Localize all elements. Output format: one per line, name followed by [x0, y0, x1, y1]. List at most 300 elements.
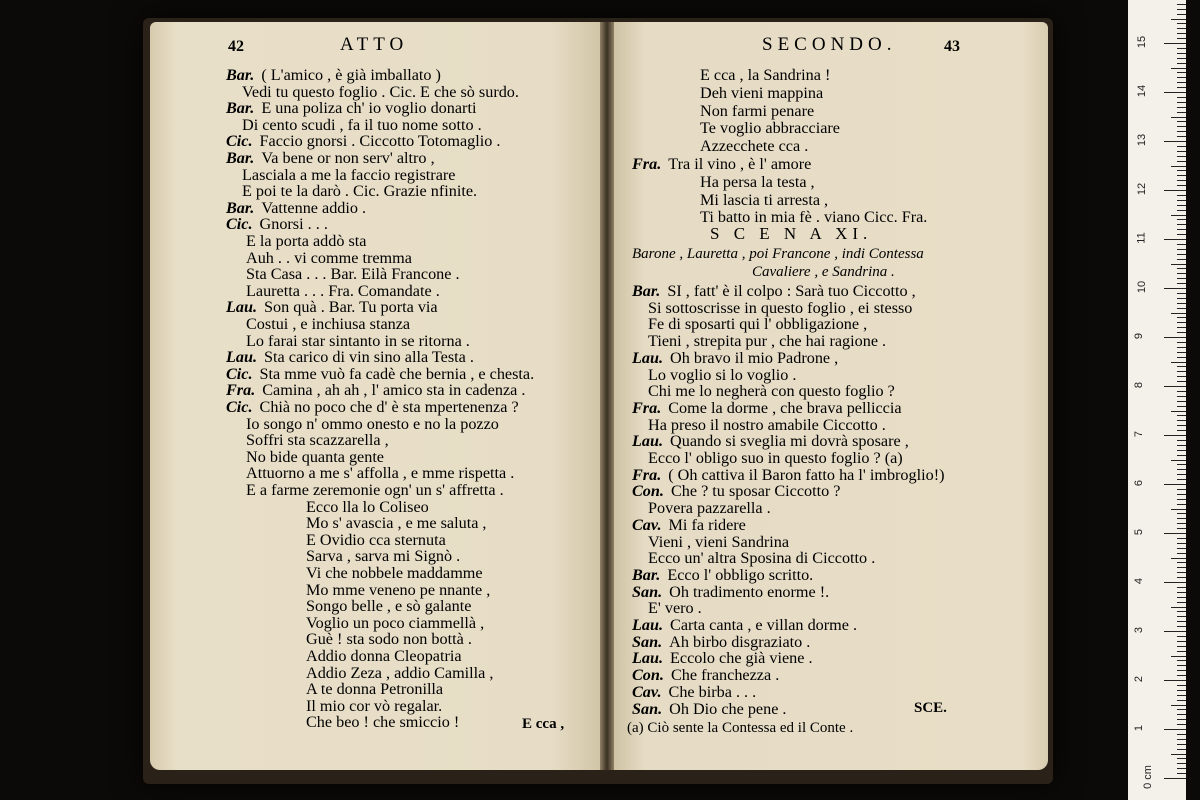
verse-text: Che birba . . .: [668, 682, 757, 701]
verse-text: E poi te la darò . Cic. Grazie nfinite.: [242, 182, 478, 201]
ruler-tick: [1177, 317, 1186, 318]
verse-text: Si sottoscrisse in questo foglio , ei stesso: [648, 298, 913, 317]
ruler-tick: [1177, 543, 1186, 544]
text-line: [306, 547, 460, 565]
text-line: [700, 102, 814, 120]
ruler-tick: [1177, 567, 1186, 568]
verse-text: Gnorsi . . .: [259, 215, 328, 234]
ruler-tick: [1164, 288, 1186, 289]
scene-title: S C E N A XI.: [710, 224, 873, 243]
ruler-tick: [1171, 215, 1186, 216]
ruler-tick: [1171, 264, 1186, 265]
verse-text: Mi fa ridere: [668, 515, 746, 534]
ruler-tick: [1177, 161, 1186, 162]
text-line: [226, 298, 438, 316]
text-line: [242, 83, 519, 101]
ruler-tick: [1177, 396, 1186, 397]
left-page-number: 42: [228, 38, 244, 55]
text-line: [226, 66, 441, 84]
text-line: [306, 614, 484, 632]
text-line: [226, 215, 328, 233]
ruler-tick: [1164, 680, 1186, 681]
ruler-tick: [1177, 126, 1186, 127]
ruler-tick: [1177, 528, 1186, 529]
text-line: [246, 249, 412, 267]
text-line: [700, 119, 840, 137]
text-line: [632, 282, 916, 300]
ruler-label: 6: [1133, 479, 1146, 487]
ruler-tick: [1177, 180, 1186, 181]
ruler-tick: [1171, 754, 1186, 755]
text-line: [306, 564, 483, 582]
text-line: [306, 498, 429, 516]
ruler-tick: [1177, 685, 1186, 686]
ruler-tick: [1177, 469, 1186, 470]
ruler-label: 7: [1133, 430, 1146, 438]
verse-text: SI , fatt' è il colpo : Sarà tuo Ciccotto ,: [667, 282, 916, 300]
ruler-tick: [1177, 185, 1186, 186]
ruler-tick: [1177, 616, 1186, 617]
text-line: [632, 583, 829, 601]
verse-text: Quando si sveglia mi dovrà sposare ,: [670, 432, 909, 451]
verse-text: Povera pazzarella .: [648, 499, 771, 518]
text-line: [648, 299, 912, 317]
text-line: [648, 315, 867, 333]
ruler-tick: [1177, 420, 1186, 421]
verse-text: Di cento scudi , fa il tuo nome sotto .: [242, 115, 482, 134]
speaker-label: Bar.: [226, 99, 255, 118]
ruler-tick: [1164, 778, 1186, 779]
ruler-tick: [1177, 77, 1186, 78]
ruler-tick: [1164, 729, 1186, 730]
speaker-label: Cic.: [226, 398, 253, 416]
scene-cast-line-2: Cavaliere , e Sandrina .: [752, 264, 895, 280]
left-catchword: E cca ,: [522, 716, 565, 732]
ruler-tick: [1177, 332, 1186, 333]
verse-text: E una poliza ch' io voglio donarti: [261, 99, 477, 118]
verse-text: Chi me lo negherà con questo foglio ?: [648, 382, 895, 401]
verse-text: Sta Casa . . . Bar. Eilà Francone .: [246, 265, 460, 284]
ruler-tick: [1177, 646, 1186, 647]
text-line: [306, 713, 459, 731]
ruler-tick: [1177, 513, 1186, 514]
ruler-tick: [1177, 175, 1186, 176]
text-line: [632, 466, 944, 484]
verse-text: Ecco l' obbligo scritto.: [667, 565, 814, 584]
ruler-tick: [1177, 700, 1186, 701]
ruler-tick: [1177, 406, 1186, 407]
speaker-label: Bar.: [632, 282, 661, 300]
text-line: [242, 182, 477, 200]
ruler-tick: [1177, 641, 1186, 642]
ruler-tick: [1177, 38, 1186, 39]
ruler-tick: [1177, 592, 1186, 593]
text-line: [648, 382, 895, 400]
ruler-tick: [1164, 190, 1186, 191]
verse-text: Attuorno a me s' affolla , e mme rispetta .: [246, 464, 515, 483]
text-line: [632, 399, 902, 417]
ruler-tick: [1164, 386, 1186, 387]
verse-text: Lo voglio si lo voglio .: [648, 365, 797, 384]
ruler-tick: [1177, 415, 1186, 416]
ruler-tick: [1177, 651, 1186, 652]
verse-text: Vi che nobbele maddamme: [306, 564, 483, 582]
ruler-tick: [1177, 259, 1186, 260]
ruler-tick: [1177, 773, 1186, 774]
ruler-tick: [1171, 509, 1186, 510]
ruler-tick: [1177, 205, 1186, 206]
verse-text: Mo s' avascia , e me saluta ,: [306, 514, 487, 533]
ruler-label: 12: [1136, 182, 1149, 196]
verse-text: Ti batto in mia fè . viano Cicc. Fra.: [700, 208, 928, 227]
ruler-tick: [1164, 239, 1186, 240]
speaker-label: San.: [632, 699, 663, 718]
ruler-label: 15: [1136, 35, 1149, 49]
verse-text: Come la dorme , che brava pelliccia: [668, 398, 902, 417]
verse-text: Sarva , sarva mi Signò .: [306, 547, 461, 566]
ruler-tick: [1177, 587, 1186, 588]
ruler-tick: [1164, 435, 1186, 436]
ruler-tick: [1177, 440, 1186, 441]
ruler-tick: [1177, 391, 1186, 392]
verse-text: A te donna Petronilla: [306, 680, 444, 699]
ruler-tick: [1177, 734, 1186, 735]
text-line: [648, 533, 789, 551]
ruler-tick: [1177, 425, 1186, 426]
text-line: [242, 116, 482, 134]
verse-text: Lauretta . . . Fra. Comandate .: [246, 281, 440, 300]
ruler-tick: [1177, 58, 1186, 59]
text-line: [632, 633, 810, 651]
ruler-tick: [1171, 68, 1186, 69]
verse-text: Sta carico di vin sino alla Testa .: [264, 348, 474, 367]
text-line: [242, 166, 455, 184]
verse-text: Camina , ah ah , l' amico sta in cadenza .: [262, 381, 526, 400]
ruler-tick: [1171, 362, 1186, 363]
verse-text: Fe di sposarti qui l' obbligazione ,: [648, 315, 868, 334]
ruler-tick: [1177, 366, 1186, 367]
text-line: [226, 381, 525, 399]
text-line: [306, 514, 486, 532]
ruler-tick: [1177, 548, 1186, 549]
ruler-tick: [1177, 63, 1186, 64]
ruler-label: 10: [1136, 280, 1149, 294]
verse-text: Ecco l' obligo suo in questo foglio ? (a): [648, 449, 903, 467]
verse-text: Songo belle , e sò galante: [306, 597, 472, 616]
verse-text: Te voglio abbracciare: [700, 119, 840, 138]
ruler-tick: [1177, 371, 1186, 372]
ruler-tick: [1177, 249, 1186, 250]
right-page-header: SECONDO.: [762, 34, 897, 55]
text-line: [632, 616, 857, 634]
ruler-tick: [1177, 82, 1186, 83]
ruler-tick: [1177, 768, 1186, 769]
verse-text: Auh . . vi comme tremma: [246, 248, 412, 267]
ruler-tick: [1177, 523, 1186, 524]
speaker-label: Lau.: [226, 348, 258, 367]
ruler-tick: [1177, 401, 1186, 402]
ruler-tick: [1177, 308, 1186, 309]
verse-text: Guè ! sta sodo non bottà .: [306, 630, 472, 649]
speaker-label: San.: [632, 582, 663, 601]
ruler-tick: [1177, 327, 1186, 328]
text-line: [648, 416, 886, 434]
ruler-tick: [1177, 597, 1186, 598]
text-line: [246, 481, 504, 499]
ruler-tick: [1177, 474, 1186, 475]
text-line: [246, 415, 499, 433]
verse-text: Azzecchete cca .: [700, 137, 809, 156]
verse-text: E cca , la Sandrina !: [700, 66, 831, 84]
ruler-label: 0 cm: [1141, 765, 1154, 789]
verse-text: Vedi tu questo foglio . Cic. E che sò surdo.: [242, 82, 519, 101]
ruler-tick: [1177, 572, 1186, 573]
ruler-tick: [1177, 229, 1186, 230]
ruler-tick: [1177, 347, 1186, 348]
ruler-tick: [1177, 352, 1186, 353]
ruler-tick: [1164, 484, 1186, 485]
text-line: [306, 531, 446, 549]
text-line: [648, 549, 875, 567]
ruler-label: 8: [1133, 381, 1146, 389]
text-line: [648, 332, 886, 350]
ruler-tick: [1177, 156, 1186, 157]
ruler-label: 2: [1133, 675, 1146, 683]
text-line: [306, 647, 462, 665]
speaker-label: Cav.: [632, 515, 662, 534]
text-line: [306, 664, 493, 682]
text-line: [632, 700, 786, 718]
verse-text: ( L'amico , è già imballato ): [261, 66, 441, 84]
verse-text: Ha persa la testa ,: [700, 172, 815, 191]
verse-text: Faccio gnorsi . Ciccotto Totomaglio .: [259, 132, 501, 151]
verse-text: E' vero .: [648, 599, 702, 618]
ruler-tick: [1177, 690, 1186, 691]
ruler-tick: [1164, 582, 1186, 583]
text-line: [632, 432, 909, 450]
ruler-tick: [1177, 244, 1186, 245]
measuring-ruler: [1128, 0, 1186, 800]
speaker-label: Fra.: [226, 381, 256, 400]
verse-text: Va bene or non serv' altro ,: [261, 149, 435, 167]
text-line: [246, 265, 460, 283]
speaker-label: Bar.: [226, 198, 255, 217]
speaker-label: Con.: [632, 482, 664, 501]
ruler-tick: [1177, 151, 1186, 152]
ruler-tick: [1177, 87, 1186, 88]
text-line: [226, 132, 500, 150]
speaker-label: Lau.: [632, 649, 664, 668]
verse-text: ( Oh cattiva il Baron fatto ha l' imbroglio!): [668, 465, 945, 484]
ruler-tick: [1177, 445, 1186, 446]
ruler-tick: [1177, 136, 1186, 137]
ruler-tick: [1177, 695, 1186, 696]
ruler-tick: [1177, 195, 1186, 196]
text-line: [226, 149, 435, 167]
verse-text: Ah birbo disgraziato .: [669, 632, 811, 651]
text-line: [632, 349, 838, 367]
text-line: [700, 137, 808, 155]
ruler-tick: [1177, 464, 1186, 465]
verse-text: E a farme zeremonie ogn' un s' affretta .: [246, 481, 504, 499]
ruler-label: 9: [1133, 332, 1146, 340]
ruler-tick: [1171, 117, 1186, 118]
text-line: [246, 282, 440, 300]
ruler-tick: [1171, 607, 1186, 608]
ruler-tick: [1177, 170, 1186, 171]
speaker-label: Bar.: [632, 565, 661, 584]
ruler-tick: [1164, 92, 1186, 93]
speaker-label: Cav.: [632, 682, 662, 701]
book-gutter: [600, 22, 614, 770]
text-line: [246, 232, 366, 250]
ruler-tick: [1171, 460, 1186, 461]
ruler-tick: [1177, 739, 1186, 740]
ruler-tick: [1177, 562, 1186, 563]
ruler-tick: [1177, 9, 1186, 10]
ruler-tick: [1177, 719, 1186, 720]
verse-text: Che ? tu sposar Ciccotto ?: [670, 482, 841, 501]
verse-text: Sta mme vuò fa cadè che bernia , e chesta.: [259, 364, 535, 383]
ruler-label: 4: [1133, 577, 1146, 585]
ruler-tick: [1171, 19, 1186, 20]
verse-text: Che beo ! che smiccio !: [306, 713, 460, 732]
ruler-tick: [1177, 146, 1186, 147]
ruler-tick: [1177, 626, 1186, 627]
verse-text: Ecco lla lo Coliseo: [306, 497, 429, 516]
ruler-tick: [1177, 273, 1186, 274]
ruler-tick: [1177, 268, 1186, 269]
ruler-tick: [1177, 381, 1186, 382]
verse-text: E Ovidio cca sternuta: [306, 530, 446, 549]
ruler-tick: [1177, 763, 1186, 764]
ruler-tick: [1177, 744, 1186, 745]
verse-text: Oh Dio che pene .: [669, 699, 787, 718]
ruler-label: 13: [1136, 133, 1149, 147]
ruler-tick: [1177, 219, 1186, 220]
text-line: [700, 173, 815, 191]
text-line: [648, 499, 771, 517]
verse-text: Mi lascia ti arresta ,: [700, 190, 829, 209]
ruler-tick: [1177, 602, 1186, 603]
speaker-label: Lau.: [632, 616, 664, 634]
ruler-tick: [1177, 670, 1186, 671]
verse-text: Io songo n' ommo onesto e no la pozzo: [246, 414, 499, 433]
ruler-tick: [1171, 166, 1186, 167]
verse-text: Mo mme veneno pe nnante ,: [306, 580, 491, 599]
ruler-tick: [1171, 656, 1186, 657]
text-line: [226, 99, 476, 117]
ruler-tick: [1177, 504, 1186, 505]
ruler-tick: [1177, 303, 1186, 304]
ruler-tick: [1171, 705, 1186, 706]
verse-text: Addio donna Cleopatria: [306, 647, 462, 665]
text-line: [306, 680, 443, 698]
ruler-tick: [1171, 411, 1186, 412]
ruler-tick: [1177, 611, 1186, 612]
ruler-tick: [1177, 298, 1186, 299]
ruler-tick: [1177, 450, 1186, 451]
speaker-label: Lau.: [632, 348, 664, 367]
verse-text: Lasciala a me la faccio registrare: [242, 165, 456, 184]
ruler-tick: [1177, 758, 1186, 759]
verse-text: Soffri sta scazzarella ,: [246, 431, 389, 450]
ruler-tick: [1177, 518, 1186, 519]
text-line: [246, 464, 514, 482]
ruler-tick: [1177, 97, 1186, 98]
ruler-tick: [1177, 200, 1186, 201]
text-line: [700, 84, 823, 102]
text-line: [226, 398, 519, 416]
ruler-tick: [1177, 224, 1186, 225]
speaker-label: Cic.: [226, 215, 253, 234]
ruler-tick: [1177, 553, 1186, 554]
text-line: [246, 332, 470, 350]
right-catchword: SCE.: [914, 700, 947, 716]
verse-text: Deh vieni mappina: [700, 83, 824, 102]
footnote: (a) Ciò sente la Contessa ed il Conte .: [627, 720, 854, 736]
ruler-tick: [1177, 660, 1186, 661]
text-line: [226, 199, 366, 217]
speaker-label: Bar.: [226, 149, 255, 167]
text-line: [306, 581, 490, 599]
ruler-tick: [1177, 455, 1186, 456]
verse-text: Voglio un poco ciammellà ,: [306, 613, 485, 632]
ruler-tick: [1177, 322, 1186, 323]
text-line: [648, 449, 903, 467]
text-line: [632, 516, 746, 534]
verse-text: Oh bravo il mio Padrone ,: [670, 348, 839, 367]
ruler-tick: [1177, 749, 1186, 750]
ruler-tick: [1177, 121, 1186, 122]
verse-text: Vattenne addio .: [261, 198, 367, 217]
text-line: [632, 683, 756, 701]
verse-text: Lo farai star sintanto in se ritorna .: [246, 331, 470, 350]
ruler-tick: [1177, 494, 1186, 495]
scene-cast-line-1: Barone , Lauretta , poi Francone , indi Contessa: [632, 246, 924, 262]
ruler-tick: [1171, 558, 1186, 559]
verse-text: Vieni , vieni Sandrina: [648, 532, 790, 551]
text-line: [700, 66, 830, 84]
ruler-tick: [1164, 43, 1186, 44]
verse-text: Che franchezza .: [670, 666, 780, 685]
verse-text: Non farmi penare: [700, 101, 815, 120]
verse-text: Il mio cor vò regalar.: [306, 696, 443, 715]
ruler-tick: [1177, 724, 1186, 725]
text-line: [648, 599, 702, 617]
speaker-label: Cic.: [226, 364, 253, 383]
ruler-tick: [1177, 4, 1186, 5]
ruler-tick: [1177, 33, 1186, 34]
ruler-tick: [1164, 337, 1186, 338]
speaker-label: Lau.: [632, 432, 664, 451]
ruler-label: 11: [1135, 232, 1148, 244]
ruler-tick: [1164, 141, 1186, 142]
text-line: [226, 348, 474, 366]
text-line: [632, 482, 840, 500]
ruler-tick: [1177, 254, 1186, 255]
ruler-tick: [1177, 499, 1186, 500]
verse-text: Oh tradimento enorme !.: [669, 582, 830, 601]
ruler-tick: [1177, 28, 1186, 29]
verse-text: Chià no poco che d' è sta mpertenenza ?: [259, 398, 519, 416]
verse-text: Tieni , strepita pur , che hai ragione .: [648, 332, 887, 351]
verse-text: Ecco un' altra Sposina di Ciccotto .: [648, 549, 876, 568]
text-line: [632, 666, 779, 684]
ruler-tick: [1177, 479, 1186, 480]
ruler-tick: [1177, 112, 1186, 113]
ruler-label: 14: [1136, 84, 1149, 98]
